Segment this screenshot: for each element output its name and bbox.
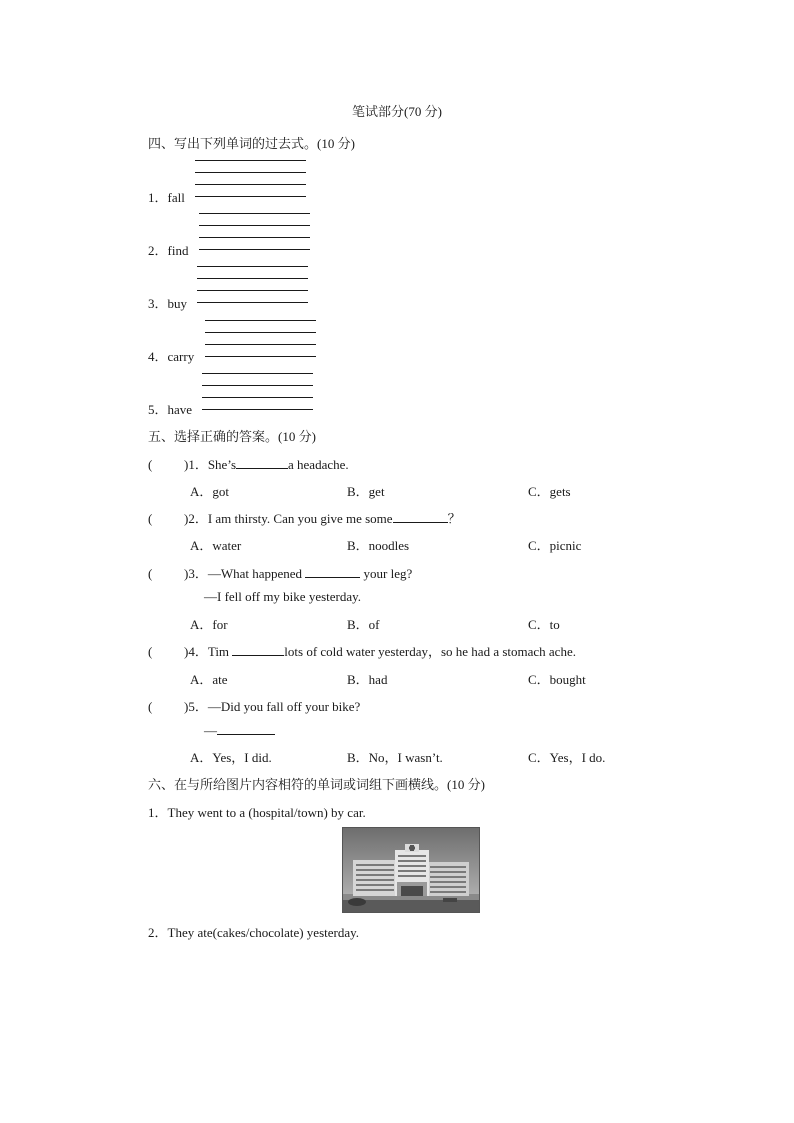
writing-line[interactable] [197,266,308,267]
writing-line[interactable] [199,249,310,250]
answer-blank[interactable] [236,456,288,469]
option-b[interactable]: B．had [347,672,388,687]
section-6-heading: 六、在与所给图片内容相符的单词或词组下画横线。(10 分) [148,777,485,792]
word-item [148,399,192,418]
question-text-rest: a headache. [288,457,349,472]
word-item [148,293,187,312]
item-word: find [167,243,189,258]
option-a[interactable]: A．ate [190,672,228,687]
item-number: 5． [148,402,168,417]
option-b[interactable]: B．No，I wasn’t. [347,750,443,765]
section-4-heading: 四、写出下列单词的过去式。(10 分) [148,136,355,151]
sentence-1[interactable]: 1．They went to a (hospital/town) by car. [148,805,366,820]
item-number: 1． [148,190,168,205]
item-word: fall [167,190,185,205]
writing-line[interactable] [199,225,310,226]
option-a[interactable]: A．got [190,484,230,499]
option-c[interactable]: C．gets [528,484,571,499]
writing-line[interactable] [205,320,316,321]
option-c[interactable]: C．Yes，I do. [528,750,606,765]
page-title: 笔试部分(70 分) [352,104,442,119]
question-text: )1．She’s [184,457,237,472]
answer-bracket[interactable]: ( [148,644,153,659]
hospital-photo [342,827,480,913]
dash: — [204,723,217,738]
answer-bracket[interactable]: ( [148,699,153,714]
writing-line[interactable] [195,184,306,185]
answer-bracket[interactable]: ( [148,566,153,581]
writing-line[interactable] [202,397,313,398]
question-5 [148,696,360,715]
question-3 [148,563,412,582]
item-word: buy [167,296,188,311]
question-text-rest: lots of cold water yesterday，so he had a stomach ache. [284,644,576,659]
writing-line[interactable] [202,373,313,374]
item-number: 3． [148,296,168,311]
writing-line[interactable] [205,356,316,357]
word-item [148,346,194,365]
question-text: )4．Tim [184,644,230,659]
answer-blank[interactable] [305,565,360,578]
option-c[interactable]: C．bought [528,672,586,687]
section-5-heading: 五、选择正确的答案。(10 分) [148,429,316,444]
option-b[interactable]: B．get [347,484,385,499]
answer-blank[interactable] [232,643,284,656]
word-item [148,187,185,206]
answer-blank[interactable] [393,510,448,523]
question-text: )2．I am thirsty. Can you give me some [184,511,393,526]
item-number: 2． [148,243,168,258]
item-number: 4． [148,349,168,364]
question-1 [148,454,349,473]
answer-bracket[interactable]: ( [148,511,153,526]
writing-line[interactable] [195,196,306,197]
question-5-reply [204,722,275,739]
writing-line[interactable] [205,344,316,345]
option-a[interactable]: A．water [190,538,242,553]
writing-line[interactable] [199,237,310,238]
item-word: have [167,402,193,417]
writing-line[interactable] [205,332,316,333]
word-item [148,240,188,259]
question-3-reply: —I fell off my bike yesterday. [204,589,362,604]
writing-line[interactable] [197,302,308,303]
question-2 [148,508,461,527]
answer-blank[interactable] [217,722,275,735]
option-a[interactable]: A．Yes，I did. [190,750,272,765]
writing-line[interactable] [197,290,308,291]
option-b[interactable]: B．noodles [347,538,410,553]
question-text: )5．—Did you fall off your bike? [184,699,361,714]
item-word: carry [167,349,195,364]
writing-line[interactable] [197,278,308,279]
writing-line[interactable] [195,160,306,161]
option-c[interactable]: C．picnic [528,538,582,553]
question-text-rest: ？ [447,511,461,526]
option-a[interactable]: A．for [190,617,228,632]
question-text-rest: your leg? [363,566,413,581]
sentence-2[interactable]: 2．They ate(cakes/chocolate) yesterday. [148,925,360,940]
question-text: )3．—What happened [184,566,303,581]
answer-bracket[interactable]: ( [148,457,153,472]
writing-line[interactable] [202,409,313,410]
question-4 [148,641,576,660]
option-c[interactable]: C．to [528,617,560,632]
writing-line[interactable] [195,172,306,173]
option-b[interactable]: B．of [347,617,380,632]
writing-line[interactable] [202,385,313,386]
writing-line[interactable] [199,213,310,214]
